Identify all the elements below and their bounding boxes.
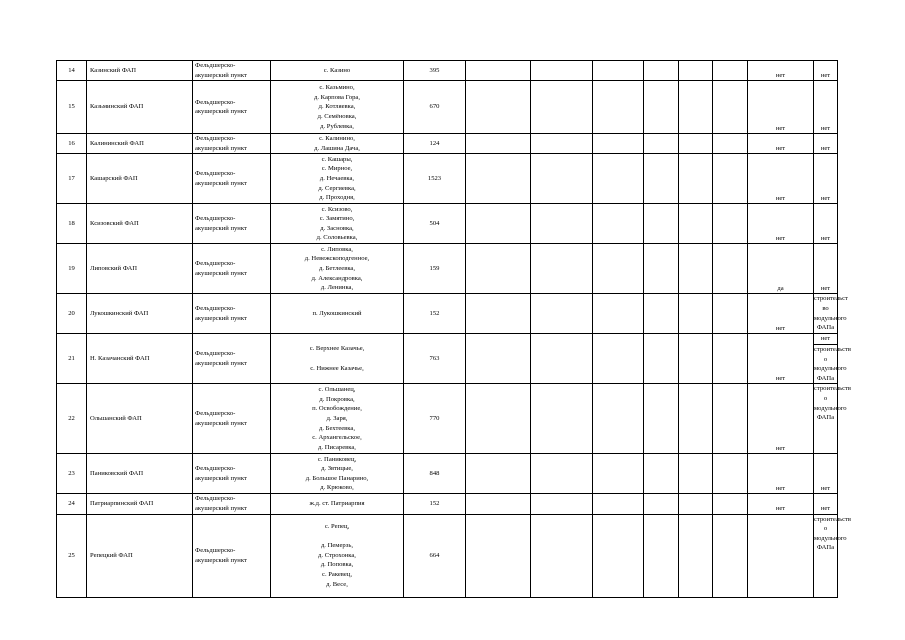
empty-cell	[644, 134, 679, 154]
empty-cell	[679, 334, 713, 384]
fap-table	[56, 60, 852, 598]
fap-type: Фельдшерско- акушерский пункт	[193, 154, 271, 204]
empty-cell	[593, 154, 644, 204]
empty-cell	[713, 514, 748, 597]
status-cell: нет	[748, 154, 814, 204]
settlements: с. Паниковец, д. Звтицые, д. Большое Панарино, д. Крюково,	[271, 454, 404, 494]
fap-name: Лукошкинский ФАП	[87, 294, 193, 334]
row-number: 19	[57, 244, 87, 294]
status-cell: нет	[748, 61, 814, 81]
construction-cell: нет	[814, 244, 838, 294]
empty-cell	[466, 454, 531, 494]
row-number: 15	[57, 81, 87, 134]
fap-type: Фельдшерско- акушерский пункт	[193, 204, 271, 244]
settlements: с. Ольшанец, д. Покровка, п. Освобождение, д. Заря, д. Бехтеевка, с. Архангельское, д. Писаревка,	[271, 384, 404, 454]
empty-cell	[713, 334, 748, 384]
empty-cell	[466, 81, 531, 134]
empty-cell	[593, 244, 644, 294]
status-cell: да	[748, 244, 814, 294]
fap-name: Патриарпинский ФАП	[87, 494, 193, 514]
table-row	[57, 61, 838, 81]
empty-cell	[593, 494, 644, 514]
empty-cell	[713, 454, 748, 494]
empty-cell	[644, 384, 679, 454]
empty-cell	[713, 134, 748, 154]
settlements: с. Калинино, д. Лашина Дача,	[271, 134, 404, 154]
empty-cell	[679, 494, 713, 514]
fap-type: Фельдшерско- акушерский пункт	[193, 514, 271, 597]
fap-name: Репецкий ФАП	[87, 514, 193, 597]
settlements: с. Казино	[271, 61, 404, 81]
status-cell: нет	[748, 494, 814, 514]
table-row	[57, 134, 838, 154]
empty-cell	[644, 81, 679, 134]
empty-cell	[593, 334, 644, 384]
empty-cell	[531, 81, 593, 134]
population: 395	[404, 61, 466, 81]
empty-cell	[679, 154, 713, 204]
settlements: с. Липовка, д. Невежскоподгенное, д. Бетлеевка, д. Александровка, д. Ленинка,	[271, 244, 404, 294]
construction-cell: строительств о модульного ФАПа	[814, 384, 838, 454]
settlements: с. Казьмино, д. Карпова Гора, д. Котляевка, д. Семёновка, д. Рублевка,	[271, 81, 404, 134]
fap-name: Казинский ФАП	[87, 61, 193, 81]
fap-name: Липовский ФАП	[87, 244, 193, 294]
row-number: 24	[57, 494, 87, 514]
table-row	[57, 494, 838, 514]
row-number: 16	[57, 134, 87, 154]
table-row	[57, 154, 838, 204]
empty-cell	[679, 204, 713, 244]
construction-cell: нет	[814, 204, 838, 244]
population: 124	[404, 134, 466, 154]
population: 1523	[404, 154, 466, 204]
population: 763	[404, 334, 466, 384]
status-cell: нет	[748, 294, 814, 334]
table-row	[57, 384, 838, 454]
empty-cell	[466, 154, 531, 204]
population: 159	[404, 244, 466, 294]
fap-name: Калининский ФАП	[87, 134, 193, 154]
empty-cell	[466, 334, 531, 384]
empty-cell	[466, 204, 531, 244]
fap-type: Фельдшерско- акушерский пункт	[193, 494, 271, 514]
empty-cell	[644, 514, 679, 597]
empty-cell	[531, 134, 593, 154]
empty-cell	[531, 384, 593, 454]
construction-cell: нет	[814, 61, 838, 81]
empty-cell	[593, 384, 644, 454]
status-cell: нет	[748, 334, 814, 384]
empty-cell	[679, 61, 713, 81]
table-row	[57, 244, 838, 294]
status-cell: нет	[748, 81, 814, 134]
fap-type: Фельдшерско- акушерский пункт	[193, 334, 271, 384]
construction-cell-bottom: строительств о модульного ФАПа	[814, 345, 852, 382]
construction-cell: нет	[814, 494, 838, 514]
empty-cell	[713, 294, 748, 334]
row-number: 18	[57, 204, 87, 244]
empty-cell	[644, 244, 679, 294]
empty-cell	[593, 294, 644, 334]
row-number: 20	[57, 294, 87, 334]
row-number: 22	[57, 384, 87, 454]
construction-cell: строительст во модульного ФАПа	[814, 294, 838, 334]
construction-cell-top: строительств о модульного ФАПа	[814, 515, 852, 552]
construction-cell: нет	[814, 454, 838, 494]
empty-cell	[531, 494, 593, 514]
construction-cell-top: нет	[814, 334, 837, 345]
population: 664	[404, 514, 466, 597]
empty-cell	[593, 454, 644, 494]
empty-cell	[593, 514, 644, 597]
fap-name: Казьминский ФАП	[87, 81, 193, 134]
settlements: с. Кашары, с. Мирное, д. Нечаевка, д. Сергиевка, д. Проходня,	[271, 154, 404, 204]
empty-cell	[466, 514, 531, 597]
row-number: 25	[57, 514, 87, 597]
empty-cell	[531, 244, 593, 294]
table-row	[57, 454, 838, 494]
empty-cell	[713, 204, 748, 244]
empty-cell	[531, 334, 593, 384]
empty-cell	[644, 204, 679, 244]
empty-cell	[713, 494, 748, 514]
empty-cell	[593, 204, 644, 244]
settlements: п. Лукошкинский	[271, 294, 404, 334]
empty-cell	[531, 204, 593, 244]
population: 152	[404, 494, 466, 514]
empty-cell	[466, 134, 531, 154]
row-number: 23	[57, 454, 87, 494]
empty-cell	[679, 244, 713, 294]
empty-cell	[713, 154, 748, 204]
status-cell	[748, 514, 814, 597]
construction-cell: нет	[814, 154, 838, 204]
status-cell: нет	[748, 384, 814, 454]
empty-cell	[644, 454, 679, 494]
construction-cell	[814, 514, 852, 597]
empty-cell	[593, 61, 644, 81]
fap-type: Фельдшерско- акушерский пункт	[193, 61, 271, 81]
population: 848	[404, 454, 466, 494]
empty-cell	[531, 514, 593, 597]
empty-cell	[531, 154, 593, 204]
empty-cell	[466, 384, 531, 454]
empty-cell	[466, 61, 531, 81]
construction-cell: нет	[814, 81, 838, 134]
fap-type: Фельдшерско- акушерский пункт	[193, 384, 271, 454]
empty-cell	[713, 81, 748, 134]
empty-cell	[644, 294, 679, 334]
construction-cell	[814, 334, 852, 384]
empty-cell	[531, 454, 593, 494]
row-number: 17	[57, 154, 87, 204]
empty-cell	[593, 134, 644, 154]
empty-cell	[679, 384, 713, 454]
row-number: 21	[57, 334, 87, 384]
empty-cell	[679, 294, 713, 334]
empty-cell	[466, 494, 531, 514]
empty-cell	[466, 294, 531, 334]
empty-cell	[679, 81, 713, 134]
empty-cell	[679, 454, 713, 494]
fap-type: Фельдшерско- акушерский пункт	[193, 294, 271, 334]
status-cell: нет	[748, 204, 814, 244]
empty-cell	[593, 81, 644, 134]
empty-cell	[644, 334, 679, 384]
status-cell: нет	[748, 134, 814, 154]
empty-cell	[644, 61, 679, 81]
empty-cell	[531, 294, 593, 334]
fap-name: Н. Казачанский ФАП	[87, 334, 193, 384]
fap-name: Ксизовский ФАП	[87, 204, 193, 244]
population: 770	[404, 384, 466, 454]
empty-cell	[644, 154, 679, 204]
empty-cell	[679, 134, 713, 154]
fap-name: Паниковский ФАП	[87, 454, 193, 494]
table-row	[57, 334, 838, 384]
empty-cell	[644, 494, 679, 514]
row-number: 14	[57, 61, 87, 81]
empty-cell	[713, 61, 748, 81]
empty-cell	[713, 244, 748, 294]
fap-type: Фельдшерско- акушерский пункт	[193, 134, 271, 154]
empty-cell	[466, 244, 531, 294]
population: 504	[404, 204, 466, 244]
empty-cell	[531, 61, 593, 81]
fap-name: Ольшанский ФАП	[87, 384, 193, 454]
settlements: с. Верхнее Казачье, с. Нижнее Казачье,	[271, 334, 404, 384]
settlements: с. Репец, д. Пемерзь, д. Строхонка, д. Поповка, с. Ракевец, д. Весе,	[271, 514, 404, 597]
fap-name: Кашарский ФАП	[87, 154, 193, 204]
status-cell: нет	[748, 454, 814, 494]
construction-cell: нет	[814, 134, 838, 154]
fap-type: Фельдшерско- акушерский пункт	[193, 244, 271, 294]
population: 152	[404, 294, 466, 334]
fap-type: Фельдшерско- акушерский пункт	[193, 81, 271, 134]
population: 670	[404, 81, 466, 134]
settlements: с. Ксизово, с. Замятино, д. Засновка, д. Соловьевка,	[271, 204, 404, 244]
fap-type: Фельдшерско- акушерский пункт	[193, 454, 271, 494]
table-row	[57, 81, 838, 134]
empty-cell	[679, 514, 713, 597]
table-row	[57, 294, 838, 334]
empty-cell	[713, 384, 748, 454]
table-row	[57, 204, 838, 244]
document-page	[56, 60, 852, 598]
settlements: ж.д. ст. Патриарпия	[271, 494, 404, 514]
table-row	[57, 514, 838, 597]
